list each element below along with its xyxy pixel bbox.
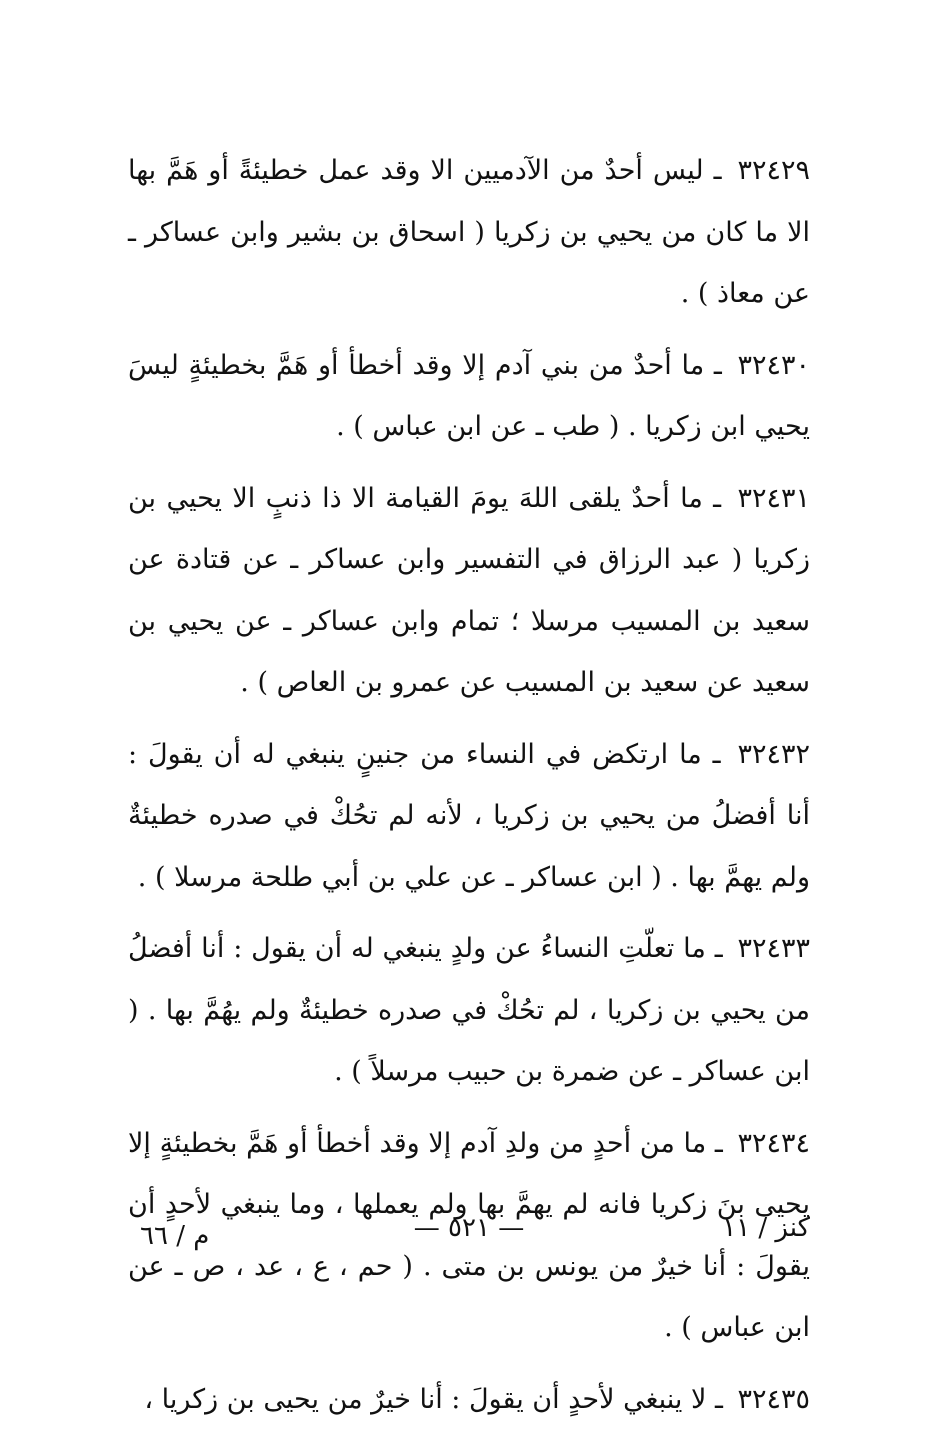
hadith-text: ـ ما أحدٌ يلقى اللهَ يومَ القيامة الا ذا ذنبٍ الا يحيي بن زكريا ( عبد الرزاق في التفسير وابن عساكر ـ عن قتادة عن سعيد بن المسيب مرسلا ؛ تمام وابن عساكر ـ عن يحيي بن سعيد عن سعيد بن المسيب عن عمرو بن العاص ) . [128, 482, 810, 698]
hadith-paragraph [128, 724, 810, 909]
hadith-text: ـ ما ارتكض في النساء من جنينٍ ينبغي له أن يقولَ : أنا أفضلُ من يحيي بن زكريا ، لأنه لم تحُكْ في صدره خطيئةٌ ولم يهمَّ بها . ( ابن عساكر ـ عن علي بن أبي طلحة مرسلا ) . [128, 738, 810, 893]
hadith-number: ٣٢٤٢٩ [737, 155, 810, 186]
hadith-paragraph [128, 335, 810, 458]
hadith-paragraph [128, 140, 810, 325]
signature-mark: م / ٦٦ [140, 1221, 210, 1251]
hadith-paragraph [128, 918, 810, 1103]
volume-label: كنز / ١١ [722, 1213, 810, 1243]
hadith-number: ٣٢٤٣١ [737, 482, 810, 514]
hadith-number: ٣٢٤٣٢ [737, 738, 810, 770]
hadith-text: ـ ليس أحدٌ من الآدميين الا وقد عمل خطيئةً أو هَمَّ بها الا ما كان من يحيي بن زكريا ( اسحاق بن بشير وابن عساكر ـ عن معاذ ) . [128, 155, 810, 309]
page-number: — ٥٢١ — [413, 1213, 525, 1243]
hadith-number: ٣٢٤٣٣ [737, 933, 810, 964]
hadith-number: ٣٢٤٣٤ [737, 1127, 810, 1159]
page-footer [128, 1203, 810, 1253]
hadith-number: ٣٢٤٣٠ [737, 349, 810, 381]
hadith-text: ـ لا ينبغي لأحدٍ أن يقولَ : أنا خيرٌ من يحيى بن زكريا ، [144, 1383, 723, 1415]
hadith-paragraph [128, 1369, 810, 1431]
hadith-text: ـ ما أحدٌ من بني آدم إلا وقد أخطأ أو هَمَّ بخطيئةٍ ليسَ يحيي ابن زكريا . ( طب ـ عن ابن عباس ) . [128, 349, 810, 442]
hadith-text: ـ ما من أحدٍ من ولدِ آدم إلا وقد أخطأ أو هَمَّ بخطيئةٍ إلا يحيى بنَ زكريا فانه لم يهمَّ بها ولم يعملها ، وما ينبغي لأحدٍ أن يقولَ : أنا خيرٌ من يونس بن متى . ( حم ، ع ، عد ، ص ـ عن ابن عباس ) . [128, 1127, 810, 1343]
hadith-paragraph [128, 468, 810, 714]
hadith-number: ٣٢٤٣٥ [737, 1383, 810, 1415]
hadith-text: ـ ما تعلّتِ النساءُ عن ولدٍ ينبغي له أن يقول : أنا أفضلُ من يحيي بن زكريا ، لم تحُكْ في صدره خطيئةٌ ولم يهُمَّ بها . ( ابن عساكر ـ عن ضمرة بن حبيب مرسلاً ) . [128, 933, 810, 1087]
